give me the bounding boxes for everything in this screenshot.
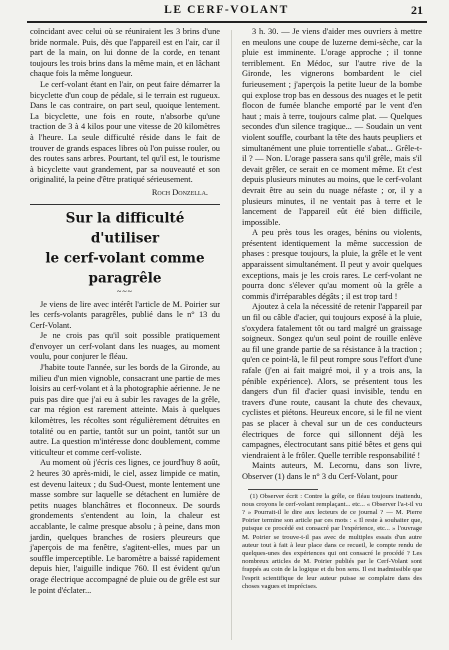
left-column xyxy=(30,27,220,596)
right-column xyxy=(242,27,422,591)
article-title-line-1: Sur la difficulté d'utiliser xyxy=(65,209,185,247)
footnote-rule xyxy=(248,489,318,490)
paragraph: Je ne crois pas qu'il soit possible pratiquement d'envoyer un cerf-volant dans les nuages, au moment voulu, pour conjurer le fléau. xyxy=(30,331,220,362)
section-divider xyxy=(30,204,220,205)
title-ornament: ~~~ xyxy=(117,286,133,296)
paragraph: coïncidant avec celui où se réuniraient les 3 brins d'une bride normale. Puis, dès que l'appareil est en l'air, car il part de la main, on lui donne de la corde, en tenant toujours les trois brins dans la même main, et en lâchant chaque fois la même longueur. xyxy=(30,27,220,79)
page-header xyxy=(24,4,429,22)
header-rule xyxy=(27,21,427,23)
paragraph: J'habite toute l'année, sur les bords de la Gironde, au milieu d'un mien vignoble, consacrant une partie de mes loisirs au cerf-volant et à la photographie aérienne. Je ne puis pas dire que j'ai eu à subir les ravages de la grêle, car ma région est rarement atteinte. Mais à quelques kilomètres, les récoltes sont régulièrement détruites en totalité ou en partie, tantôt sur un point, tantôt sur un autre. La question m'intéresse donc doublement, comme viticulteur et comme cerf-voliste. xyxy=(30,363,220,457)
paragraph: Maints auteurs, M. Lecornu, dans son livre, Observer (1) dans le n° 3 du Cerf-Volant, pour xyxy=(242,461,422,481)
paragraph: Au moment où j'écris ces lignes, ce jourd'huy 8 août, 2 heures 30 après-midi, le ciel, assez limpide ce matin, est devenu laiteux ; du Sud-Ouest, monte lentement une masse sombre sur laquelle se détachent en lumière de petits nuages blanchâtres et floconneux. De sourds grondements s'entendent au loin, la chaleur est accablante, le calme presque absolu ; à peine, dans mon jardin, quelques branches de rosiers pleureurs que j'aperçois de ma fenêtre, s'agitent-elles, mues par un souffle imperceptible. Le baromètre a baissé rapidement depuis hier, l'aiguille indique 760. Il est évident qu'un orage électrique accompagné de pluie ou de grêle est sur le point d'éclater... xyxy=(30,458,220,595)
paragraph: Ajoutez à cela la nécessité de retenir l'appareil par un fil ou câble d'acier, qui toujours exposé à la pluie, s'oxydera fatalement tôt ou tard malgré un graissage soigneux. Songez qu'un seul point de rouille enlève au fil une grande partie de sa résistance à la traction ; qu'en ce point-là, le fil peut rompre sous l'effort d'une rafale (j'en ai fait maigré moi, il y a trois ans, la pénible expérience). Alors, se présentent tous les dangers d'un fil d'acier quasi invisible, tendu en travers d'une route, causant la chute des chevaux, cyclistes et piétons. Heureux encore, si le fil ne vient pas se placer à cheval sur un de ces conducteurs électriques de force qui sillonnent déjà les campagnes, électrocutant sans pitié bêtes et gens qui viendraient à le frôler. Quelle terrible responsabilité ! xyxy=(242,302,422,460)
article-title-line-2: le cerf-volant comme paragrêle xyxy=(45,249,205,287)
author-signature: Roch Donzella. xyxy=(151,187,208,197)
journal-title: LE CERF-VOLANT xyxy=(164,4,289,16)
paragraph: A peu près tous les orages, bénins ou violents, présentent identiquement la même succession de phases : presque toujours, la pluie, la grêle et le vent apparaissent simultanément. Il peut y avoir quelques exceptions, mais je les crois rares. Le cerf-volant ne pourra donc s'élever qu'au moment où la grêle a commis d'irréparables dégâts ; il est trop tard ! xyxy=(242,228,422,301)
paragraph: Le cerf-volant étant en l'air, on peut faire démarrer la bicyclette d'un coup de pédale, si le terrain est rugueux. Dans le cas contraire, on part seul, quoique lentement. La bicyclette, une fois en route, n'absorbe qu'une traction de 3 à 4 kilos pour une vitesse de 20 kilomètres à l'heure. La seule difficulté réside dans le fait de trouver de grands espaces libres où l'on puisse rouler, ou des routes sans arbres. Pourtant, tel qu'il est, le tourisme à bicyclette vaut grandement, par sa nouveauté et son originalité, la peine d'être pratiqué sérieusement. xyxy=(30,79,220,185)
paragraph: Je viens de lire avec intérêt l'article de M. Poirier sur les cerfs-volants paragrêles, publié dans le n° 13 du Cerf-Volant. xyxy=(30,299,220,330)
footnote: (1) Observer écrit : Contre la grêle, ce fléau toujours inattendu, nous croyons le cerf-volant remplaçant... etc... « Observer l'a-t-il vu ? » Pourrait-il le dire aux lecteurs de ce journal ? — M. Pierre Poirier termine son article par ces mots : « Il reste à souhaiter que, puisque ce procédé est consacré par l'expérience, etc... » l'ouvrage M. Poirier se trouve-t-il pas avec de multiples essais d'un autre auteur tout à fait à leur place dans ce recueil, le compte rendu de quelques-unes des expériences qui ont consacré le procédé ? Les nombreux articles de M. Poirier publiés par le Cerf-Volant sont frappés au coin de la logique et du bon sens. Il est inadmissible que l'esprit scientifique de leur auteur puisse se complaire dans des choses vagues et imprécises. xyxy=(242,492,422,590)
page-number: 21 xyxy=(411,3,423,17)
column-divider xyxy=(231,30,232,640)
paragraph: 3 h. 30. — Je viens d'aider mes ouvriers à mettre en meulons une coupe de luzerne demi-sèche, car la pluie est imminente. L'orage approche ; il tonne terriblement. En Médoc, sur l'autre rive de la Gironde, les vignerons bombardent le ciel furieusement ; j'aperçois la petite lueur de la bombe qui explose trop bas en dessous des nuages et le petit flocon de fumée blanche emporté par le vent d'en haut ; mais à terre, toujours calme plat. — Quelques secondes d'un silence tragique... — Soudain un vent violent souffle, courbant la tête des hauts peupliers et simultanément une pluie torrentielle s'abat... Grêle-t-il ? — Non. L'orage passera sans qu'il grêle, mais s'il devait grêler, ce serait en ce moment même. Et c'est depuis plusieurs minutes au moins, que le cerf-volant devrait être au sein du nuage néfaste ; or, il y a plusieurs minutes, il ne ventait pas à terre et le lancement de l'appareil eût été bien difficile, impossible. xyxy=(242,27,422,227)
